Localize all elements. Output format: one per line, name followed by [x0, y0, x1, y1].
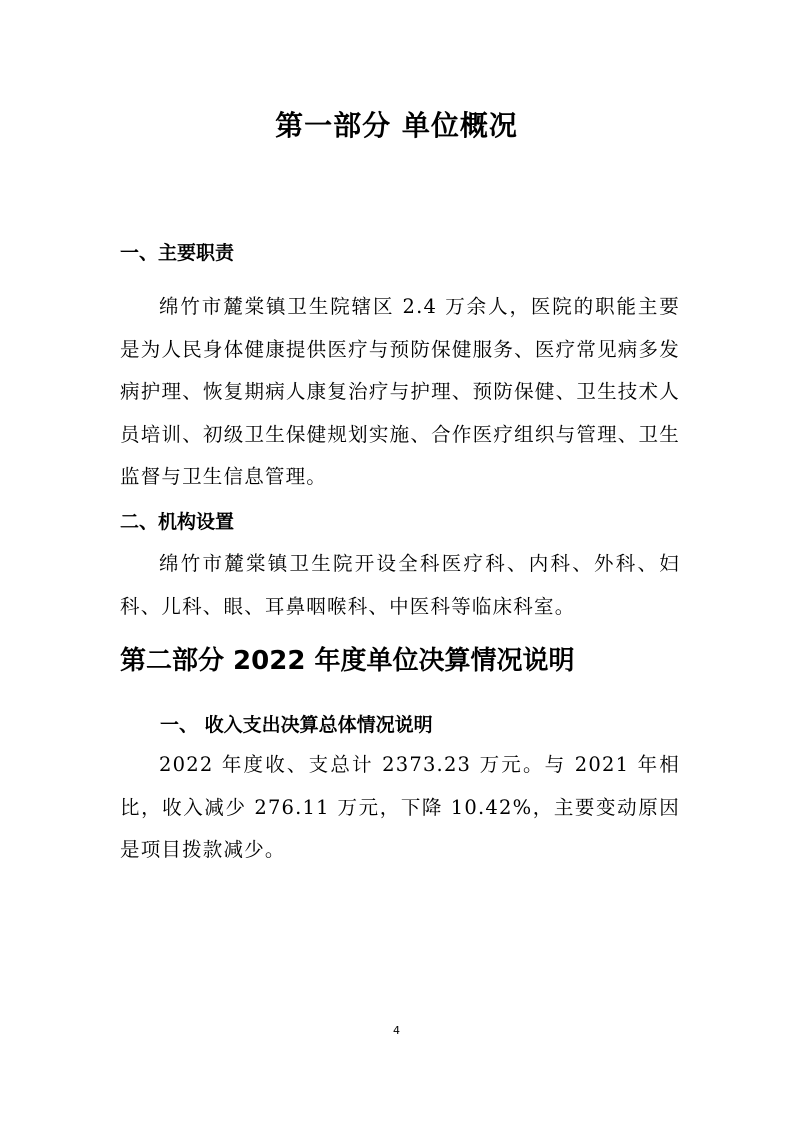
paragraph-main-duties: 绵竹市麓棠镇卫生院辖区 2.4 万余人，医院的职能主要是为人民身体健康提供医疗与预防保健服务、医疗常见病多发病护理、恢复期病人康复治疗与护理、预防保健、卫生技术人员培训、初级卫生保健规划实施、合作医疗组织与管理、卫生监督与卫生信息管理。: [120, 295, 680, 488]
section-heading-organization: 二、机构设置: [120, 511, 235, 533]
section-heading-main-duties: 一、主要职责: [120, 242, 235, 264]
paragraph-income-expenditure: 2022 年度收、支总计 2373.23 万元。与 2021 年相比，收入减少 276.11 万元，下降 10.42%，主要变动原因是项目拨款减少。: [120, 753, 680, 861]
part1-title: 第一部分 单位概况: [275, 109, 518, 142]
paragraph-organization: 绵竹市麓棠镇卫生院开设全科医疗科、内科、外科、妇科、儿科、眼、耳鼻咽喉科、中医科等临床科室。: [120, 552, 680, 618]
page-number: 4: [393, 1024, 400, 1037]
section-heading-income-expenditure: 一、 收入支出决算总体情况说明: [160, 714, 433, 736]
part2-title: 第二部分 2022 年度单位决算情况说明: [120, 646, 575, 676]
